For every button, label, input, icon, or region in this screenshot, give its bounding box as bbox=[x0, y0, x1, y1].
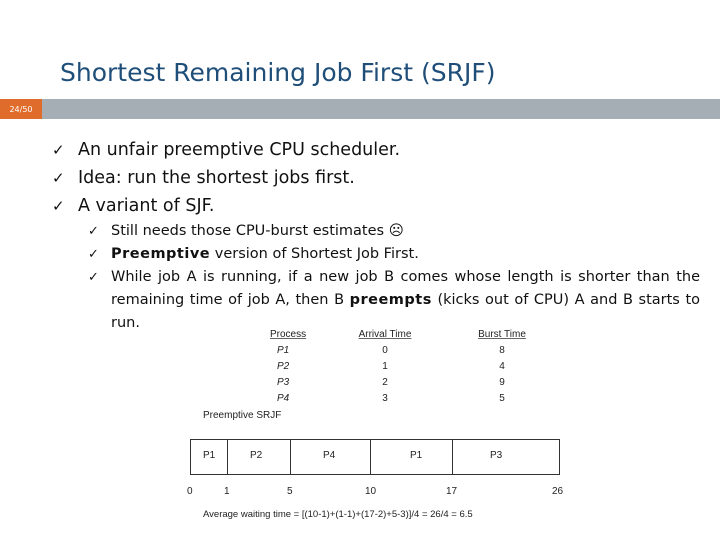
slide-title: Shortest Remaining Job First (SRJF) bbox=[60, 58, 496, 87]
bullet-text: Idea: run the shortest jobs first. bbox=[78, 168, 355, 188]
gantt-segment: P1 bbox=[410, 450, 423, 461]
gantt-tick: 10 bbox=[365, 486, 377, 497]
main-bullet-list bbox=[52, 136, 400, 220]
check-icon: ✓ bbox=[52, 169, 65, 187]
burst-time: 4 bbox=[499, 361, 505, 372]
gantt-chart-label: Preemptive SRJF bbox=[203, 410, 282, 421]
sub-bullet-text bbox=[111, 266, 700, 335]
check-icon: ✓ bbox=[88, 247, 99, 262]
bullet-text: A variant of SJF. bbox=[78, 196, 215, 216]
bullet-item bbox=[52, 164, 400, 192]
table-row bbox=[262, 393, 542, 409]
gantt-segment: P3 bbox=[490, 450, 503, 461]
arrival-time: 2 bbox=[382, 377, 388, 388]
average-waiting-time: Average waiting time = [(10-1)+(1-1)+(17-2)+5-3)]/4 = 26/4 = 6.5 bbox=[203, 509, 473, 520]
sub-bullet-item bbox=[88, 266, 700, 335]
bold-term-preemptive: Preemptive bbox=[111, 246, 211, 262]
burst-time: 8 bbox=[499, 345, 505, 356]
sub-bullet-item bbox=[88, 243, 700, 266]
gantt-segment: P4 bbox=[323, 450, 336, 461]
check-icon: ✓ bbox=[88, 224, 99, 239]
process-name: P1 bbox=[277, 345, 290, 356]
process-table bbox=[262, 329, 542, 409]
gantt-segment: P2 bbox=[250, 450, 263, 461]
table-header-row bbox=[262, 329, 542, 345]
bullet-text: An unfair preemptive CPU scheduler. bbox=[78, 140, 401, 160]
gantt-segment: P1 bbox=[203, 450, 216, 461]
gantt-divider bbox=[227, 439, 228, 475]
table-row bbox=[262, 345, 542, 361]
sub-bullet-list bbox=[88, 220, 700, 335]
arrival-time: 3 bbox=[382, 393, 388, 404]
gantt-divider bbox=[290, 439, 291, 475]
sub-bullet-text bbox=[111, 243, 700, 266]
check-icon: ✓ bbox=[52, 141, 65, 159]
sub-bullet-text: Still needs those CPU-burst estimates ☹ bbox=[111, 223, 404, 239]
bullet-item bbox=[52, 136, 400, 164]
sub-bullet-rest: version of Shortest Job First. bbox=[210, 246, 419, 262]
sub-bullet-pre: While job A is running, if a new job B comes whose length is shorter than the remaining time of job A, then B bbox=[111, 269, 700, 308]
header-arrival-time: Arrival Time bbox=[358, 329, 412, 340]
check-icon: ✓ bbox=[88, 270, 99, 285]
table-row bbox=[262, 377, 542, 393]
burst-time: 5 bbox=[499, 393, 505, 404]
process-name: P2 bbox=[277, 361, 290, 372]
bullet-item bbox=[52, 192, 400, 220]
gantt-chart bbox=[190, 439, 560, 475]
gantt-frame bbox=[190, 439, 560, 475]
gantt-divider bbox=[190, 439, 191, 475]
table-row bbox=[262, 361, 542, 377]
gantt-tick: 26 bbox=[552, 486, 564, 497]
bold-term-preempts: preempts bbox=[349, 292, 432, 308]
gantt-divider bbox=[370, 439, 371, 475]
header-burst-time: Burst Time bbox=[478, 329, 526, 340]
header-process: Process bbox=[270, 329, 307, 340]
burst-time: 9 bbox=[499, 377, 505, 388]
gantt-tick: 5 bbox=[287, 486, 293, 497]
arrival-time: 0 bbox=[382, 345, 388, 356]
title-divider-bar bbox=[0, 99, 720, 119]
gantt-tick: 17 bbox=[446, 486, 458, 497]
process-name: P3 bbox=[277, 377, 290, 388]
slide-number: 24/50 bbox=[0, 99, 42, 119]
gantt-divider bbox=[452, 439, 453, 475]
sub-bullet-post: (kicks out of CPU) A and B starts to run. bbox=[111, 292, 701, 331]
gantt-tick: 0 bbox=[187, 486, 193, 497]
sub-bullet-item bbox=[88, 220, 700, 243]
check-icon: ✓ bbox=[52, 197, 65, 215]
arrival-time: 1 bbox=[382, 361, 388, 372]
process-name: P4 bbox=[277, 393, 290, 404]
gantt-tick: 1 bbox=[224, 486, 230, 497]
